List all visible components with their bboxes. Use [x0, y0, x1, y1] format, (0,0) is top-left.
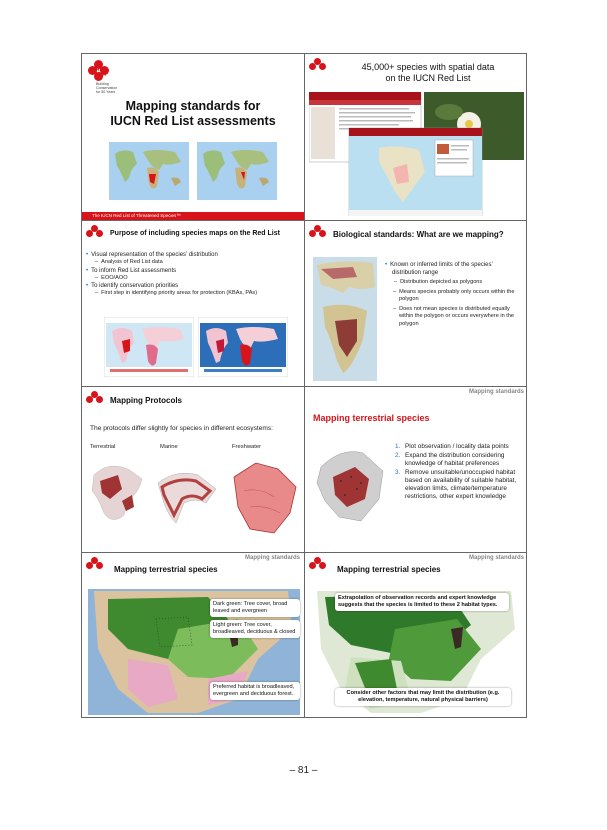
note-extrapolation: Extrapolation of observation records and expert knowledge suggests that the species is limited to these 2 habitat types.	[335, 593, 509, 611]
section-tag: Mapping standards	[468, 389, 524, 395]
footer-text: The IUCN Red List of Threatened Species™	[92, 213, 181, 218]
slide-title: Mapping terrestrial species	[114, 565, 218, 574]
bullet: • Known or inferred limits of the species’ distribution range	[385, 261, 523, 277]
note-factors: Consider other factors that may limit the distribution (e.g. elevation, temperature, natural physical barriers)	[335, 688, 511, 706]
slide-title	[82, 54, 304, 220]
red-list-logo-icon	[309, 225, 329, 243]
slide-species-spatial	[305, 54, 528, 220]
slide-purpose	[82, 221, 304, 386]
page-number: – 81 –	[289, 765, 318, 776]
world-map-image	[109, 142, 189, 200]
ecosystem-label: Marine	[160, 444, 178, 450]
step: 2. Expand the distribution considering knowledge of habitat preferences	[395, 452, 505, 467]
legend-note: Light green: Tree cover, broadleaved, deciduous & closed	[210, 620, 300, 638]
slide-terrestrial-extrapolation	[305, 553, 528, 718]
sub-bullet: – EOO/AOO	[86, 275, 300, 283]
borneo-map-image	[311, 437, 391, 545]
richness-map-image	[198, 317, 288, 377]
sub-bullet: – Distribution depicted as polygons	[385, 279, 523, 287]
bullet: • To identify conservation priorities	[86, 282, 300, 290]
freshwater-map-image	[230, 457, 300, 545]
legend-note: Dark green: Tree cover, broad leaved and evergreen	[210, 599, 300, 617]
intro-text: The protocols differ slightly for species in different ecosystems:	[90, 425, 273, 432]
bullet: • To inform Red List assessments	[86, 267, 300, 275]
slide-title: Mapping terrestrial species	[337, 565, 441, 574]
ecosystem-label: Freshwater	[232, 444, 261, 450]
slide-biological-standards	[305, 221, 528, 386]
sub-bullet: – First step in identifying priority areas for protection (KBAs, PAs)	[86, 290, 300, 298]
bullet: • Visual representation of the species’ distribution	[86, 251, 300, 259]
title: 45,000+ species with spatial data on the IUCN Red List	[361, 62, 495, 83]
slide-grid	[81, 53, 527, 718]
logo-text: RED LIST	[96, 67, 107, 78]
website-screenshots-image	[309, 92, 524, 216]
slide-title: Purpose of including species maps on the Red List	[110, 230, 280, 237]
slide-title: Biological standards: What are we mapping?	[333, 230, 504, 239]
richness-map-image	[104, 317, 194, 377]
steps-list	[393, 443, 523, 502]
slide-terrestrial-habitat	[82, 553, 304, 718]
world-map-image	[197, 142, 277, 200]
slide-title: Mapping terrestrial species	[313, 413, 430, 423]
section-tag: Mapping standards	[468, 555, 524, 561]
slide-terrestrial-steps	[305, 387, 528, 552]
marine-map-image	[156, 463, 222, 543]
red-list-logo-icon	[309, 557, 329, 575]
section-tag: Mapping standards	[244, 555, 300, 561]
red-list-logo-icon	[86, 557, 106, 575]
red-list-logo-icon	[86, 391, 106, 409]
bullet-list	[385, 261, 523, 328]
title: Mapping standards for IUCN Red List assessments	[110, 99, 276, 128]
ecosystem-label: Terrestrial	[90, 444, 116, 450]
bullet-list	[86, 251, 300, 298]
terrestrial-map-image	[88, 455, 152, 547]
step: 3. Remove unsuitable/unoccupied habitat based on availability of suitable habitat, elevation limits, climate/temperature restrictions, other expert knowledge	[395, 469, 517, 500]
sub-bullet: – Means species probably only occurs within the polygon	[385, 289, 523, 304]
footer-bar	[82, 212, 304, 220]
legend-note: Preferred habitat is broadleaved, evergreen and deciduous forest.	[210, 682, 300, 700]
tagline: Building Conservation for 50 Years	[96, 82, 118, 94]
sub-bullet: – Analysis of Red List data	[86, 259, 300, 267]
slide-title: Mapping Protocols	[110, 396, 182, 405]
slide-protocols	[82, 387, 304, 552]
red-list-logo-icon	[309, 58, 329, 76]
sub-bullet: – Does not mean species is distributed equally within the polygon or occurs everywhere in the polygon	[385, 306, 523, 329]
step: 1. Plot observation / locality data points	[395, 443, 509, 450]
red-list-logo-icon	[86, 225, 106, 243]
range-map-image	[313, 257, 377, 381]
